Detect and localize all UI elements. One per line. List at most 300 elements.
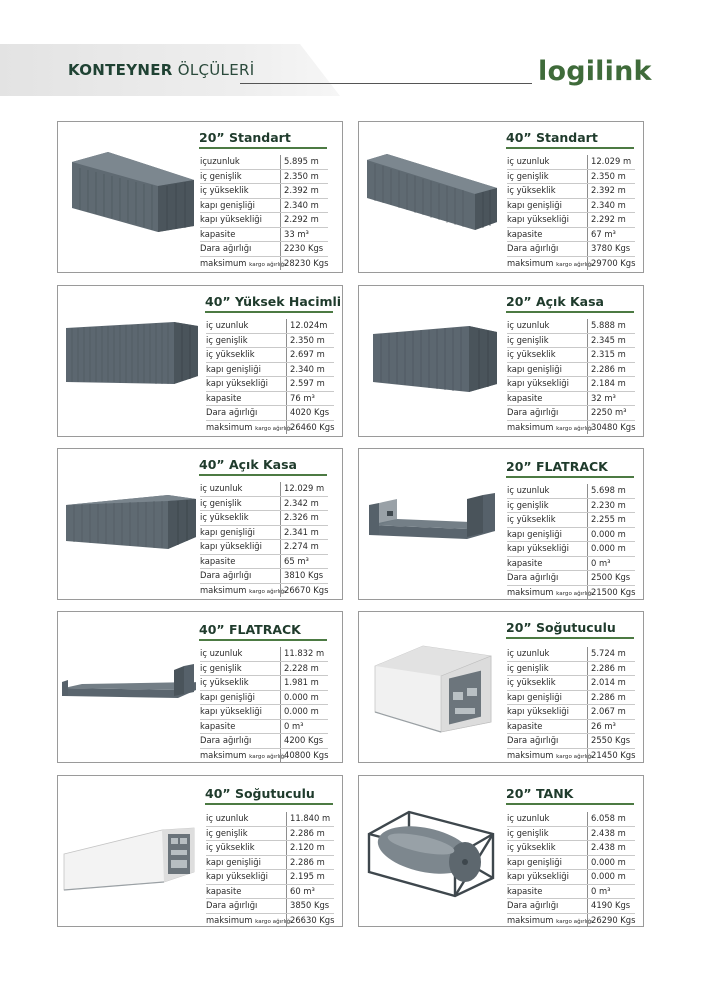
spec-value: 2.340 m (286, 363, 334, 377)
spec-value: 0.000 m (587, 542, 635, 556)
spec-label: kapı yüksekliği (507, 706, 569, 716)
spec-row (200, 199, 328, 214)
spec-row (507, 213, 635, 228)
spec-row (507, 363, 635, 378)
page-title-light: ÖLÇÜLERİ (177, 61, 255, 79)
spec-row (507, 406, 635, 421)
spec-row (200, 647, 328, 662)
spec-value: 2.697 m (286, 348, 334, 362)
card-40-sogutuculu (57, 775, 343, 927)
spec-value: 2.286 m (587, 363, 635, 377)
spec-value: 3850 Kgs (286, 899, 334, 913)
spec-label: kapasite (206, 392, 242, 403)
spec-value: 6.058 m (587, 812, 635, 826)
spec-row (507, 170, 635, 185)
spec-value: 2.341 m (280, 526, 328, 540)
spec-label: iç uzunluk (507, 648, 550, 658)
spec-value: 0.000 m (280, 705, 328, 719)
spec-row (206, 319, 334, 334)
spec-label: kapasite (206, 885, 242, 896)
spec-label: Dara ağırlığı (206, 407, 258, 417)
card-title: 40” Standart (506, 130, 598, 145)
spec-value: 12.029 m (587, 155, 635, 169)
spec-row (507, 228, 635, 243)
spec-value: 21500 Kgs (587, 586, 635, 600)
spec-row (200, 497, 328, 512)
spec-label: iç yükseklik (206, 349, 255, 359)
spec-value: 4190 Kgs (587, 899, 635, 913)
reefer-40-icon (62, 820, 202, 894)
spec-row (507, 870, 635, 885)
card-40-yuksek-hacimli (57, 285, 343, 437)
spec-row (206, 914, 334, 928)
spec-value: 26 m³ (587, 720, 635, 734)
spec-value: 30480 Kgs (587, 421, 635, 435)
spec-row (507, 334, 635, 349)
spec-row (507, 242, 635, 257)
spec-row (507, 513, 635, 528)
spec-value: 5.724 m (587, 647, 635, 661)
spec-row (507, 421, 635, 435)
card-40-acik-kasa (57, 448, 343, 600)
spec-value: 11.832 m (280, 647, 328, 661)
spec-label: kapı genişliği (200, 199, 255, 210)
spec-value: 12.024m (286, 319, 334, 333)
card-20-flatrack (358, 448, 644, 600)
spec-label: maksimum kargo ağırlığı (206, 914, 292, 925)
title-underline (506, 637, 634, 639)
spec-value: 2.326 m (280, 511, 328, 525)
spec-value: 2500 Kgs (587, 571, 635, 585)
spec-label: iç uzunluk (200, 648, 243, 658)
spec-row (200, 720, 328, 735)
spec-table (507, 812, 635, 927)
spec-label: Dara ağırlığı (507, 572, 559, 582)
spec-label: kapı genişliği (206, 856, 261, 867)
spec-label: maksimum kargo ağırlığı (206, 421, 292, 432)
spec-value: 3810 Kgs (280, 569, 328, 583)
spec-value: 2230 Kgs (280, 242, 328, 256)
spec-row (200, 676, 328, 691)
spec-text: maksimum (206, 421, 253, 432)
spec-value: 1.981 m (280, 676, 328, 690)
spec-label: maksimum kargo ağırlığı (507, 749, 593, 760)
spec-label: iç genişlik (507, 170, 549, 181)
spec-value: 2.286 m (587, 662, 635, 676)
spec-row (507, 484, 635, 499)
spec-label: Dara ağırlığı (200, 243, 252, 253)
spec-label: iç genişlik (206, 334, 248, 345)
container-40-standard-icon (365, 152, 503, 236)
spec-row (206, 421, 334, 435)
container-20-open-top-icon (369, 322, 503, 398)
spec-value: 0 m³ (587, 885, 635, 899)
title-underline (506, 803, 634, 805)
spec-value: 2.286 m (286, 856, 334, 870)
spec-row (507, 827, 635, 842)
spec-value: 2.292 m (280, 213, 328, 227)
spec-row (206, 334, 334, 349)
spec-row (507, 812, 635, 827)
spec-value: 2.228 m (280, 662, 328, 676)
spec-label: maksimum kargo ağırlığı (200, 584, 286, 595)
spec-row (200, 734, 328, 749)
title-underline (205, 803, 333, 805)
spec-row (200, 705, 328, 720)
spec-label: Dara ağırlığı (200, 735, 252, 745)
spec-label: Dara ağırlığı (200, 570, 252, 580)
spec-table (507, 484, 635, 599)
spec-row (200, 584, 328, 598)
spec-label: iç genişlik (200, 497, 242, 508)
spec-label: kapasite (200, 228, 236, 239)
title-underline (506, 147, 634, 149)
spec-table (507, 319, 635, 434)
card-title: 20” Açık Kasa (506, 294, 604, 309)
spec-value: 0 m³ (280, 720, 328, 734)
spec-label: iç yükseklik (507, 677, 556, 687)
title-underline (199, 147, 327, 149)
spec-value: 2.315 m (587, 348, 635, 362)
spec-label: iç yükseklik (200, 512, 249, 522)
spec-table (507, 155, 635, 270)
spec-row (206, 870, 334, 885)
page-title (68, 61, 254, 79)
spec-label: iç genişlik (507, 499, 549, 510)
spec-row (507, 319, 635, 334)
card-title: 20” Standart (199, 130, 291, 145)
spec-label: iç genişlik (507, 334, 549, 345)
spec-value: 2.342 m (280, 497, 328, 511)
spec-label: Dara ağırlığı (507, 243, 559, 253)
spec-row (507, 571, 635, 586)
spec-value: 40800 Kgs (280, 749, 328, 763)
header-divider (240, 83, 532, 84)
spec-row (507, 720, 635, 735)
spec-value: 2550 Kgs (587, 734, 635, 748)
spec-value: 2.392 m (280, 184, 328, 198)
spec-row (206, 827, 334, 842)
spec-value: 0.000 m (587, 856, 635, 870)
spec-text: maksimum (507, 421, 554, 432)
card-40-standart (358, 121, 644, 273)
spec-label: iç yükseklik (507, 514, 556, 524)
spec-label: kapı genişliği (200, 691, 255, 702)
spec-row (206, 841, 334, 856)
spec-table (200, 647, 328, 762)
spec-row (507, 841, 635, 856)
spec-label: Dara ağırlığı (507, 407, 559, 417)
spec-row (507, 676, 635, 691)
spec-label: iç yükseklik (200, 677, 249, 687)
spec-value: 5.698 m (587, 484, 635, 498)
spec-row (507, 542, 635, 557)
spec-value: 2.274 m (280, 540, 328, 554)
logilink-logo: logilink (538, 56, 652, 87)
spec-label: kapasite (507, 720, 543, 731)
spec-row (200, 257, 328, 271)
spec-label: Dara ağırlığı (507, 735, 559, 745)
spec-label: iç uzunluk (206, 320, 249, 330)
spec-label: iç yükseklik (507, 842, 556, 852)
spec-value: 4200 Kgs (280, 734, 328, 748)
card-title: 40” Soğutuculu (205, 786, 315, 801)
spec-row (206, 377, 334, 392)
spec-label: iç genişlik (507, 827, 549, 838)
card-title: 20” Soğutuculu (506, 620, 616, 635)
spec-label: kapasite (200, 555, 236, 566)
spec-value: 2.286 m (587, 691, 635, 705)
spec-value: 0.000 m (587, 870, 635, 884)
spec-value: 2.292 m (587, 213, 635, 227)
card-title: 20” TANK (506, 786, 574, 801)
spec-table (200, 155, 328, 270)
spec-table (206, 319, 334, 434)
spec-value: 2.184 m (587, 377, 635, 391)
spec-value: 2.438 m (587, 841, 635, 855)
spec-row (507, 199, 635, 214)
spec-label: iç genişlik (200, 662, 242, 673)
spec-row (200, 155, 328, 170)
card-title: 40” Yüksek Hacimli (205, 294, 342, 309)
page-header (0, 0, 707, 120)
spec-row (507, 647, 635, 662)
spec-label: iç uzunluk (507, 813, 550, 823)
spec-row (507, 377, 635, 392)
spec-value: 76 m³ (286, 392, 334, 406)
spec-label: iç uzunluk (200, 483, 243, 493)
spec-value: 0.000 m (587, 528, 635, 542)
spec-row (507, 734, 635, 749)
tank-container-icon (365, 804, 501, 900)
reefer-20-icon (371, 642, 501, 734)
spec-label: iç uzunluk (507, 156, 550, 166)
spec-row (507, 557, 635, 572)
title-underline (506, 311, 634, 313)
spec-label: kapasite (507, 228, 543, 239)
spec-row (507, 499, 635, 514)
spec-label: Dara ağırlığı (206, 900, 258, 910)
spec-row (206, 812, 334, 827)
title-underline (506, 476, 634, 478)
spec-row (507, 749, 635, 763)
spec-row (200, 662, 328, 677)
spec-row (200, 228, 328, 243)
spec-label: maksimum kargo ağırlığı (507, 586, 593, 597)
spec-label: kapı yüksekliği (200, 541, 262, 551)
flatrack-20-icon (367, 491, 501, 557)
spec-label: iç yükseklik (206, 842, 255, 852)
card-20-acik-kasa (358, 285, 644, 437)
spec-table (507, 647, 635, 762)
spec-value: 26670 Kgs (280, 584, 328, 598)
spec-value: 2.286 m (286, 827, 334, 841)
page-title-bold: KONTEYNER (68, 61, 173, 79)
spec-row (507, 705, 635, 720)
spec-value: 28230 Kgs (280, 257, 328, 271)
title-underline (199, 639, 327, 641)
spec-value: 26460 Kgs (286, 421, 334, 435)
spec-text: maksimum (200, 749, 247, 760)
spec-label: kapı yüksekliği (507, 871, 569, 881)
spec-row (200, 691, 328, 706)
spec-label: maksimum kargo ağırlığı (200, 749, 286, 760)
spec-label: kapı yüksekliği (206, 378, 268, 388)
spec-row (200, 749, 328, 763)
spec-label: iç genişlik (206, 827, 248, 838)
spec-row (507, 392, 635, 407)
spec-table (206, 812, 334, 927)
spec-row (507, 914, 635, 928)
spec-value: 26630 Kgs (286, 914, 334, 928)
spec-row (206, 856, 334, 871)
spec-value: 2.597 m (286, 377, 334, 391)
spec-label: iç uzunluk (206, 813, 249, 823)
spec-label: maksimum kargo ağırlığı (507, 257, 593, 268)
title-underline (205, 311, 333, 313)
spec-label: iç uzunluk (507, 485, 550, 495)
spec-row (507, 155, 635, 170)
spec-label: kapı yüksekliği (206, 871, 268, 881)
spec-label: iç uzunluk (507, 320, 550, 330)
spec-value: 21450 Kgs (587, 749, 635, 763)
spec-value: 60 m³ (286, 885, 334, 899)
spec-row (507, 885, 635, 900)
spec-row (206, 899, 334, 914)
card-40-flatrack (57, 611, 343, 763)
spec-value: 2.014 m (587, 676, 635, 690)
spec-label: Dara ağırlığı (507, 900, 559, 910)
spec-row (507, 899, 635, 914)
spec-value: 11.840 m (286, 812, 334, 826)
container-20-standard-icon (68, 150, 198, 234)
spec-label: kapı genişliği (200, 526, 255, 537)
card-title: 20” FLATRACK (506, 459, 608, 474)
spec-label: maksimum kargo ağırlığı (200, 257, 286, 268)
spec-row (507, 348, 635, 363)
spec-row (206, 885, 334, 900)
spec-value: 2.067 m (587, 705, 635, 719)
spec-value: 3780 Kgs (587, 242, 635, 256)
spec-label: maksimum kargo ağırlığı (507, 421, 593, 432)
title-underline (199, 474, 327, 476)
flatrack-40-icon (62, 660, 200, 708)
spec-value: 12.029 m (280, 482, 328, 496)
spec-text: maksimum (200, 257, 247, 268)
spec-table (200, 482, 328, 597)
spec-row (507, 586, 635, 600)
spec-label: iç yükseklik (200, 185, 249, 195)
spec-label: içuzunluk (200, 156, 240, 166)
spec-label: kapasite (200, 720, 236, 731)
spec-label: iç yükseklik (507, 185, 556, 195)
spec-row (200, 540, 328, 555)
spec-row (507, 257, 635, 271)
spec-value: 67 m³ (587, 228, 635, 242)
card-20-tank (358, 775, 644, 927)
spec-text: maksimum (507, 749, 554, 760)
spec-label: kapı yüksekliği (200, 706, 262, 716)
spec-value: 5.888 m (587, 319, 635, 333)
container-40-high-cube-icon (64, 318, 202, 390)
spec-value: 2.230 m (587, 499, 635, 513)
spec-label: kapasite (507, 557, 543, 568)
spec-row (200, 242, 328, 257)
spec-row (206, 406, 334, 421)
spec-value: 65 m³ (280, 555, 328, 569)
spec-value: 2.345 m (587, 334, 635, 348)
spec-label: kapı yüksekliği (200, 214, 262, 224)
spec-label: iç yükseklik (507, 349, 556, 359)
spec-row (200, 511, 328, 526)
spec-row (507, 528, 635, 543)
spec-label: kapasite (507, 885, 543, 896)
spec-row (507, 662, 635, 677)
card-title: 40” FLATRACK (199, 622, 301, 637)
spec-text: maksimum (200, 584, 247, 595)
spec-label: kapı yüksekliği (507, 214, 569, 224)
spec-label: kapı genişliği (507, 363, 562, 374)
spec-value: 2.120 m (286, 841, 334, 855)
spec-text: maksimum (507, 257, 554, 268)
spec-row (507, 856, 635, 871)
spec-row (200, 482, 328, 497)
spec-label: kapı genişliği (507, 528, 562, 539)
spec-text: maksimum (507, 586, 554, 597)
spec-label: kapı genişliği (206, 363, 261, 374)
spec-value: 2.438 m (587, 827, 635, 841)
spec-text: maksimum (507, 914, 554, 925)
spec-text: maksimum (206, 914, 253, 925)
spec-value: 29700 Kgs (587, 257, 635, 271)
spec-label: kapı yüksekliği (507, 378, 569, 388)
spec-value: 26290 Kgs (587, 914, 635, 928)
spec-row (507, 184, 635, 199)
spec-label: iç genişlik (507, 662, 549, 673)
spec-label: kapı genişliği (507, 856, 562, 867)
spec-value: 2.340 m (280, 199, 328, 213)
spec-row (200, 526, 328, 541)
spec-value: 33 m³ (280, 228, 328, 242)
spec-row (200, 555, 328, 570)
spec-label: maksimum kargo ağırlığı (507, 914, 593, 925)
spec-row (200, 569, 328, 584)
spec-value: 2.350 m (587, 170, 635, 184)
spec-value: 4020 Kgs (286, 406, 334, 420)
spec-row (206, 363, 334, 378)
spec-label: kapı genişliği (507, 691, 562, 702)
spec-row (200, 170, 328, 185)
card-20-sogutuculu (358, 611, 644, 763)
spec-row (206, 392, 334, 407)
spec-value: 2.350 m (280, 170, 328, 184)
spec-label: kapı yüksekliği (507, 543, 569, 553)
spec-value: 32 m³ (587, 392, 635, 406)
card-20-standart (57, 121, 343, 273)
spec-label: iç genişlik (200, 170, 242, 181)
spec-value: 2.255 m (587, 513, 635, 527)
spec-value: 2.392 m (587, 184, 635, 198)
spec-value: 2250 m³ (587, 406, 635, 420)
spec-label: kapasite (507, 392, 543, 403)
spec-row (200, 184, 328, 199)
spec-value: 0.000 m (280, 691, 328, 705)
card-title: 40” Açık Kasa (199, 457, 297, 472)
spec-value: 2.350 m (286, 334, 334, 348)
spec-value: 0 m³ (587, 557, 635, 571)
spec-row (206, 348, 334, 363)
spec-row (200, 213, 328, 228)
